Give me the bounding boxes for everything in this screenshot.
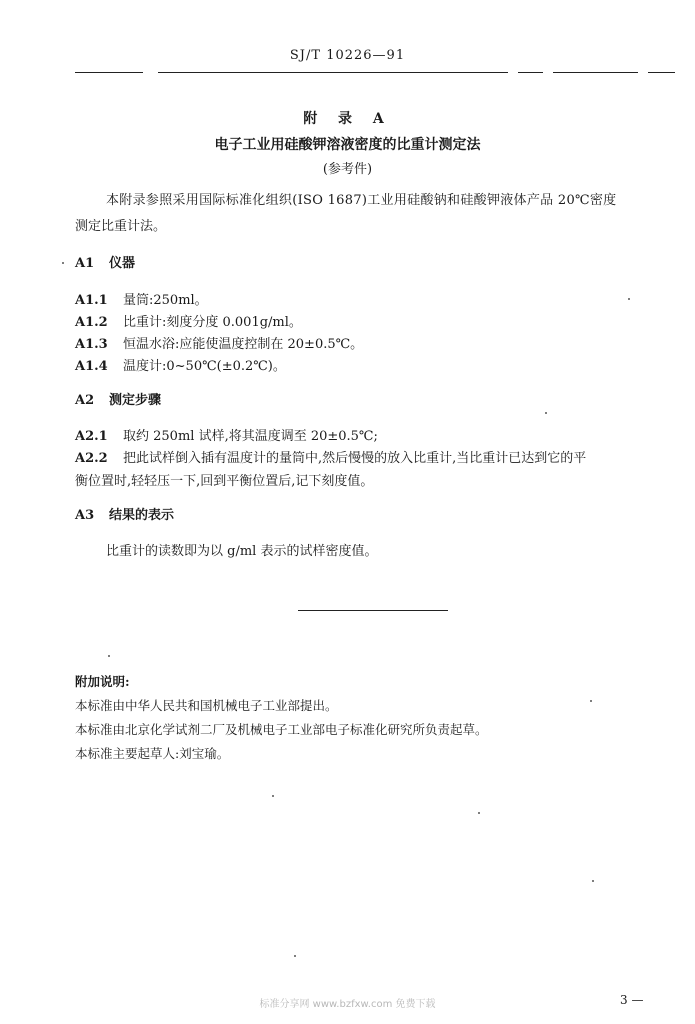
scan-speck (545, 412, 547, 414)
item-number: A1.2 (75, 315, 108, 330)
standard-code: SJ/T 10226—91 (289, 48, 406, 63)
list-item (75, 289, 208, 308)
item-text-continued: 衡位置时,轻轻压一下,回到平衡位置后,记下刻度值。 (75, 474, 374, 489)
scan-speck (272, 795, 274, 797)
item-number: A1.1 (75, 293, 108, 308)
section-a3-heading (75, 504, 174, 523)
intro-line-2: 测定比重计法。 (75, 219, 167, 234)
section-title: 仪器 (109, 256, 136, 271)
list-item (75, 311, 302, 330)
section-number: A2 (75, 393, 95, 408)
item-text: 比重计:刻度分度 0.001g/ml。 (123, 315, 302, 330)
header-rule (518, 72, 543, 73)
item-text: 取约 250ml 试样,将其温度调至 20±0.5℃; (123, 429, 378, 444)
list-item (75, 425, 378, 444)
scan-speck (478, 812, 480, 814)
item-number: A1.3 (75, 337, 108, 352)
section-a2-heading (75, 389, 161, 408)
appendix-note: (参考件) (322, 162, 373, 177)
item-text: 温度计:0~50℃(±0.2℃)。 (123, 359, 286, 374)
item-text: 量筒:250ml。 (123, 293, 208, 308)
additional-note-line: 本标准由北京化学试剂二厂及机械电子工业部电子标准化研究所负责起草。 (75, 722, 488, 737)
item-number: A2.2 (75, 451, 108, 466)
scan-speck (628, 298, 630, 300)
additional-notes-title: 附加说明: (75, 674, 130, 689)
end-divider (298, 610, 448, 611)
header-rule (553, 72, 638, 73)
scan-speck (592, 880, 594, 882)
scan-speck (294, 955, 296, 957)
scan-speck (62, 262, 64, 264)
footer-watermark: 标准分享网 www.bzfxw.com 免费下载 (259, 999, 436, 1010)
item-number: A2.1 (75, 429, 108, 444)
list-item (75, 355, 286, 374)
result-text: 比重计的读数即为以 g/ml 表示的试样密度值。 (106, 544, 378, 559)
section-title: 结果的表示 (109, 508, 175, 523)
page-number: 3 — (620, 993, 644, 1007)
scan-speck (590, 700, 592, 702)
item-text: 恒温水浴:应能使温度控制在 20±0.5℃。 (123, 337, 364, 352)
header-rule (648, 72, 675, 73)
intro-line-1: 本附录参照采用国际标准化组织(ISO 1687)工业用硅酸钠和硅酸钾液体产品 20℃密度 (106, 193, 617, 208)
section-title: 测定步骤 (109, 393, 162, 408)
additional-note-line: 本标准主要起草人:刘宝瑜。 (75, 746, 230, 761)
section-a1-heading (75, 252, 135, 271)
appendix-label: 附 录 A (303, 111, 392, 127)
header-rule (158, 72, 508, 73)
item-text: 把此试样倒入插有温度计的量筒中,然后慢慢的放入比重计,当比重计已达到它的平 (123, 451, 587, 466)
item-number: A1.4 (75, 359, 108, 374)
list-item (75, 333, 363, 352)
list-item (75, 447, 586, 466)
additional-note-line: 本标准由中华人民共和国机械电子工业部提出。 (75, 698, 338, 713)
header-rule (75, 72, 143, 73)
section-number: A3 (75, 508, 95, 523)
section-number: A1 (75, 256, 95, 271)
scan-speck (108, 655, 110, 657)
appendix-title: 电子工业用硅酸钾溶液密度的比重计测定法 (214, 137, 481, 153)
